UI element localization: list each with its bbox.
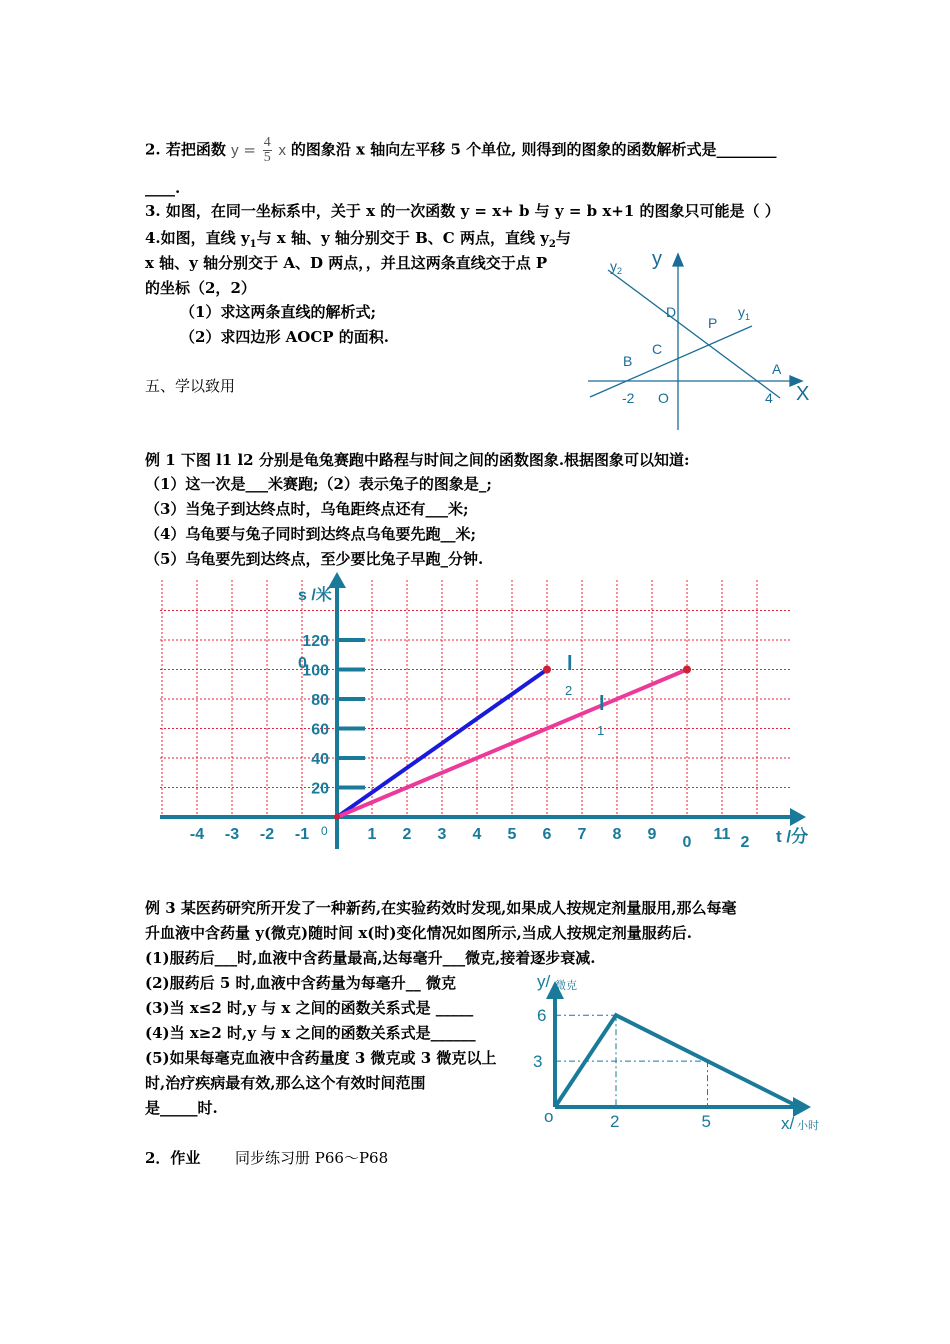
question-4-line2: x 轴、y 轴分别交于 A、D 两点，，并且这两条直线交于点 P: [145, 254, 548, 272]
drug-chart: [525, 975, 835, 1135]
race-y-tick-label: 60: [311, 721, 329, 739]
series-endpoint-l2: [543, 666, 551, 674]
drug-labels: [533, 975, 819, 1133]
question-2-line2: ____.: [145, 179, 181, 197]
drug-y-tick-label: 3: [533, 1052, 543, 1072]
label-B: B: [623, 353, 633, 369]
example-1-q1: （1）这一次是___米赛跑;（2）表示兔子的图象是_;: [145, 475, 492, 493]
homework-label: 2．作业: [145, 1149, 201, 1167]
section-5-heading: 五、学以致用: [145, 377, 236, 395]
example-3-q5-line2: 时,治疗疾病最有效,那么这个有效时间范围: [145, 1074, 426, 1092]
series-label-sub-l1: 1: [597, 723, 605, 738]
race-x-tick-label: -2: [259, 826, 275, 843]
drug-y-tick-label: 6: [537, 1006, 547, 1026]
race-x-tick-label: 8: [612, 826, 622, 843]
race-x-tick-label: 4: [472, 826, 482, 843]
label-y2: $y_2$: [610, 258, 623, 276]
race-x-tick-label: -1: [294, 826, 310, 843]
line-y2: [608, 270, 780, 398]
example-1-title: 例 1 下图 l1 l2 分别是龟兔赛跑中路程与时间之间的函数图象.根据图象可以知道:: [145, 451, 690, 469]
q4-text-b: 与 x 轴、y 轴分别交于 B、C 两点，直线 y: [256, 229, 549, 247]
two-lines-figure: [580, 240, 820, 440]
race-x-tick-label: 7: [577, 826, 587, 843]
label-D: D: [666, 304, 677, 320]
homework-text: 同步练习册 P66～P68: [235, 1149, 389, 1167]
race-x-tick-label: 1: [367, 826, 377, 843]
example-3-q3: (3)当 x≤2 时,y 与 x 之间的函数关系式是 _____: [145, 999, 474, 1017]
race-x-tick-label: 0: [321, 824, 328, 838]
drug-guides: [555, 1015, 708, 1107]
label-x-axis: X: [796, 383, 810, 405]
example-3-q2: (2)服药后 5 时,血液中含药量为每毫升__ 微克: [145, 974, 456, 992]
drug-x-tick-label: 2: [610, 1112, 620, 1131]
race-y-tick-label: 120: [302, 633, 329, 650]
question-4-part2: （2）求四边形 AOCP 的面积.: [180, 328, 390, 346]
race-y-tick-label: 20: [311, 780, 329, 798]
example-3-q4: (4)当 x≥2 时,y 与 x 之间的函数关系式是______: [145, 1024, 476, 1042]
drug-y-axis-label: y/: [537, 975, 551, 991]
race-x-tick-label: 2: [740, 834, 750, 851]
race-x-tick-label: 11: [713, 826, 731, 843]
example-1-q5: （5）乌龟要先到达终点，至少要比兔子早跑_分钟.: [145, 550, 484, 568]
series-line-l1: [337, 670, 687, 818]
question-4-line3: 的坐标（2，2）: [145, 279, 256, 297]
formula-eq: =: [243, 140, 256, 159]
race-x-tick-label: 3: [437, 826, 447, 843]
q4-text-a: 4.如图，直线 y: [145, 229, 250, 247]
example-3-line1: 例 3 某医药研究所开发了一种新药,在实验药效时发现,如果成人按规定剂量服用,那么每毫: [145, 899, 737, 917]
fig1-y-arrow: [673, 254, 683, 266]
race-y-tick-label: 100: [302, 662, 329, 680]
race-grid: [160, 580, 790, 817]
example-3-q1: (1)服药后___时,血液中含药量最高,达每毫升___微克,接着逐步衰减.: [145, 949, 596, 967]
label-four: 4: [765, 390, 773, 406]
fraction-numerator: 4: [263, 135, 271, 150]
race-x-tick-label: 6: [542, 826, 552, 843]
example-3-q5-line3: 是_____时.: [145, 1099, 218, 1117]
label-y1: $y_1$: [738, 304, 751, 322]
series-label-sub-l2: 2: [565, 683, 573, 698]
race-x-tick-label: -3: [224, 826, 240, 843]
series-label-l2: l: [567, 653, 573, 675]
race-y-tick-label: 80: [311, 692, 329, 709]
race-axes: [160, 572, 809, 849]
drug-x-axis-unit: 小时: [797, 1120, 819, 1132]
race-origin-point: [334, 814, 340, 820]
example-1-q4: （4）乌龟要与兔子同时到达终点乌龟要先跑__米;: [145, 525, 476, 543]
formula-y: y: [231, 141, 239, 159]
question-2-suffix: 的图象沿 x 轴向左平移 5 个单位, 则得到的图象的函数解析式是________: [290, 140, 777, 159]
race-x-tick-label: 2: [402, 826, 412, 843]
example-1-q3: （3）当兔子到达终点时，乌龟距终点还有___米;: [145, 500, 469, 518]
drug-x-axis-label: x/: [781, 1114, 795, 1133]
series-label-l1: l: [599, 693, 605, 715]
race-x-axis-label: t /分: [776, 827, 809, 846]
drug-axes: [546, 981, 811, 1117]
formula-fraction: [263, 136, 272, 165]
question-4-part1: （1）求这两条直线的解析式;: [180, 303, 376, 321]
q4-text-c: 与: [555, 229, 571, 247]
question-4-line1: [145, 228, 571, 255]
drug-origin-label: o: [544, 1107, 554, 1126]
label-neg2: -2: [622, 390, 635, 406]
series-endpoint-l1: [683, 666, 691, 674]
race-x-tick-label: 5: [507, 826, 517, 843]
race-x-tick-label: 0: [682, 834, 692, 851]
label-A: A: [772, 361, 782, 377]
example-3-q5-line1: (5)如果每毫克血液中含药量度 3 微克或 3 微克以上: [145, 1049, 497, 1067]
race-chart: [150, 570, 810, 860]
q4-sub-2: 2: [548, 239, 556, 250]
label-P: P: [708, 315, 718, 331]
label-origin: O: [658, 390, 669, 406]
race-y-arrow-icon: [328, 572, 346, 588]
formula-x: x: [278, 141, 287, 159]
race-y-axis-label: s /米: [298, 587, 332, 604]
fraction-denominator: 5: [263, 150, 271, 165]
race-x-arrow-icon: [790, 808, 806, 826]
race-y-tick-label: 0: [298, 655, 307, 672]
race-x-tick-label: 9: [647, 826, 657, 843]
race-x-tick-label: -4: [189, 826, 205, 843]
drug-y-axis-unit: 微克: [555, 980, 577, 992]
drug-x-tick-label: 5: [701, 1112, 711, 1131]
question-2-prefix: 2. 若把函数: [145, 140, 226, 159]
race-y-tick-label: 40: [311, 751, 329, 768]
label-C: C: [652, 341, 663, 357]
label-y-axis: y: [652, 248, 662, 270]
question-2: [145, 136, 777, 165]
race-labels: [190, 586, 808, 851]
example-3-line2: 升血液中含药量 y(微克)随时间 x(时)变化情况如图所示,当成人按规定剂量服药后.: [145, 924, 692, 942]
function-formula: [231, 135, 291, 165]
question-3: 3. 如图，在同一坐标系中，关于 x 的一次函数 y = x+ b 与 y = b x+1 的图象只可能是（ ）: [145, 202, 780, 220]
q4-sub-1: 1: [249, 239, 257, 250]
line-y1: [590, 326, 752, 397]
